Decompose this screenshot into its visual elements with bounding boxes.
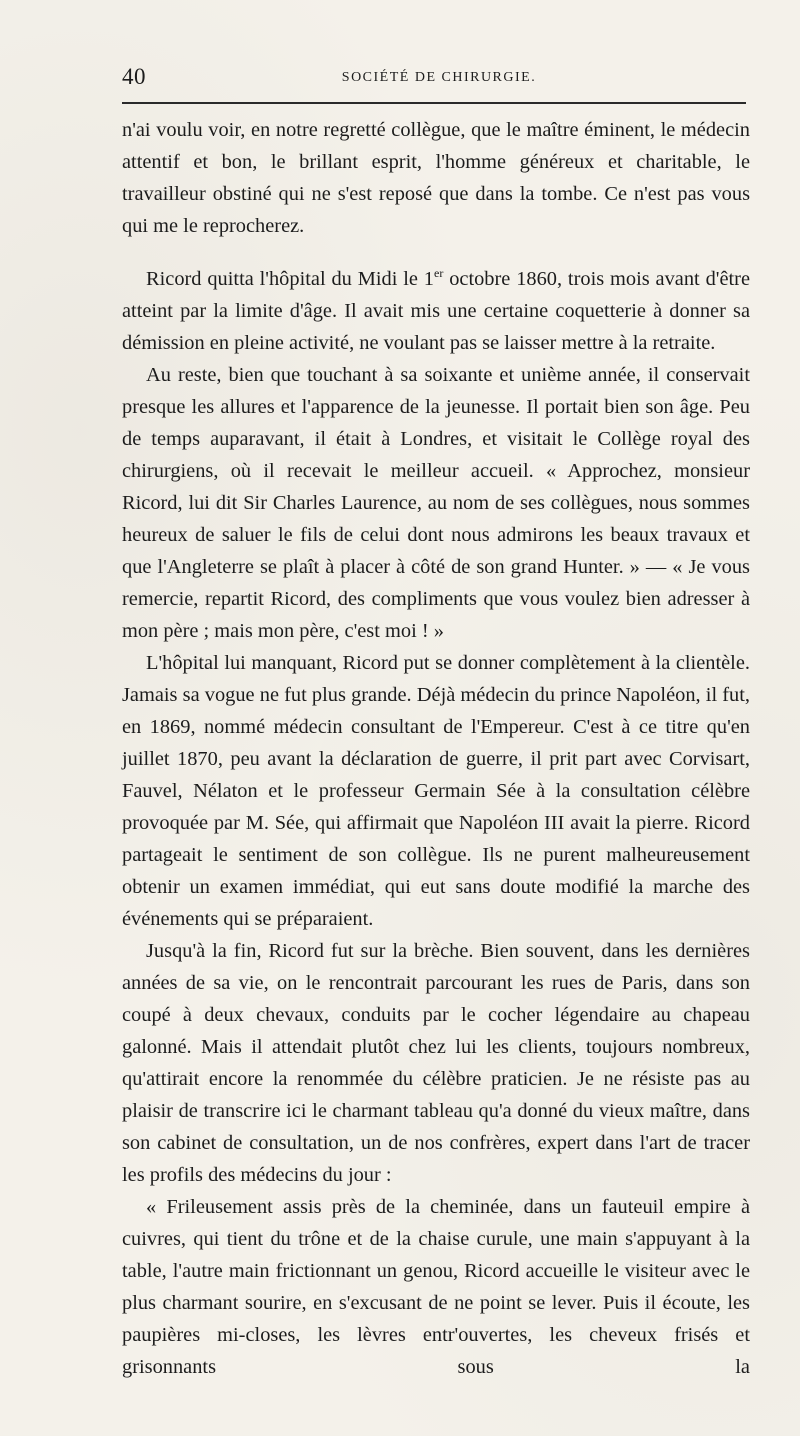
body-text: [122, 114, 750, 1383]
page-header: [122, 60, 746, 100]
ordinal-superscript: er: [434, 266, 444, 281]
paragraph-5: Jusqu'à la fin, Ricord fut sur la brèche. Bien souvent, dans les dernières années de sa vie, on le rencontrait parcourant les rues de Paris, dans son coupé à deux chevaux, conduits par le cocher légendaire au chapeau galonné. Mais il attendait plutôt chez lui les clients, toujours nombreux, qu'attirait encore la renommée du célèbre praticien. Je ne résiste pas au plaisir de transcrire ici le charmant tableau qu'a donné du vieux maître, dans son cabinet de consultation, un de nos confrères, expert dans l'art de tracer les profils des médecins du jour :: [122, 940, 750, 1186]
paragraph-2-rest: octobre 1860, trois mois avant d'être atteint par la limite d'âge. Il avait mis une certaine coquetterie à donner sa démission en pleine activité, ne voulant pas se laisser mettre à la retraite.: [122, 268, 750, 354]
paragraph-2-start: Ricord quitta l'hôpital du Midi le 1: [146, 268, 435, 290]
paragraph-3: Au reste, bien que touchant à sa soixante et unième année, il conservait presque les allures et l'apparence de la jeunesse. Il portait bien son âge. Peu de temps auparavant, il était à Londres, et visitait le Collège royal des chirurgiens, où il recevait le meilleur accueil. « Approchez, monsieur Ricord, lui dit Sir Charles Laurence, au nom de ses collègues, nous sommes heureux de saluer le fils de celui dont nous admirons les beaux travaux et que l'Angleterre se plaît à placer à côté de son grand Hunter. » — « Je vous remercie, repartit Ricord, des compliments que vous voulez bien adresser à mon père ; mais mon père, c'est moi ! »: [122, 364, 750, 642]
page-number: 40: [122, 64, 146, 89]
header-rule: [122, 102, 746, 104]
running-title: SOCIÉTÉ DE CHIRURGIE.: [341, 70, 537, 85]
paragraph-1: n'ai voulu voir, en notre regretté collègue, que le maître éminent, le médecin attentif et bon, le brillant esprit, l'homme généreux et charitable, le travailleur obstiné qui ne s'est reposé que dans la tombe. Ce n'est pas vous qui me le reprocherez.: [122, 119, 750, 237]
paragraph-2: [122, 263, 750, 359]
paragraph-4: L'hôpital lui manquant, Ricord put se donner complètement à la clientèle. Jamais sa vogue ne fut plus grande. Déjà médecin du prince Napoléon, il fut, en 1869, nommé médecin consultant de l'Empereur. C'est à ce titre qu'en juillet 1870, peu avant la déclaration de guerre, il prit part avec Corvisart, Fauvel, Nélaton et le professeur Germain Sée à la consultation célèbre provoquée par M. Sée, qui affirmait que Napoléon III avait la pierre. Ricord partageait le sentiment de son collègue. Ils ne purent malheureusement obtenir un examen immédiat, qui eut sans doute modifié la marche des événements qui se préparaient.: [122, 652, 750, 930]
paragraph-6: « Frileusement assis près de la cheminée, dans un fauteuil empire à cuivres, qui tient du trône et de la chaise curule, une main s'appuyant à la table, l'autre main frictionnant un genou, Ricord accueille le visiteur avec le plus charmant sourire, en s'excusant de ne point se lever. Puis il écoute, les paupières mi-closes, les lèvres entr'ouvertes, les cheveux frisés et grisonnants sous la: [122, 1196, 750, 1378]
